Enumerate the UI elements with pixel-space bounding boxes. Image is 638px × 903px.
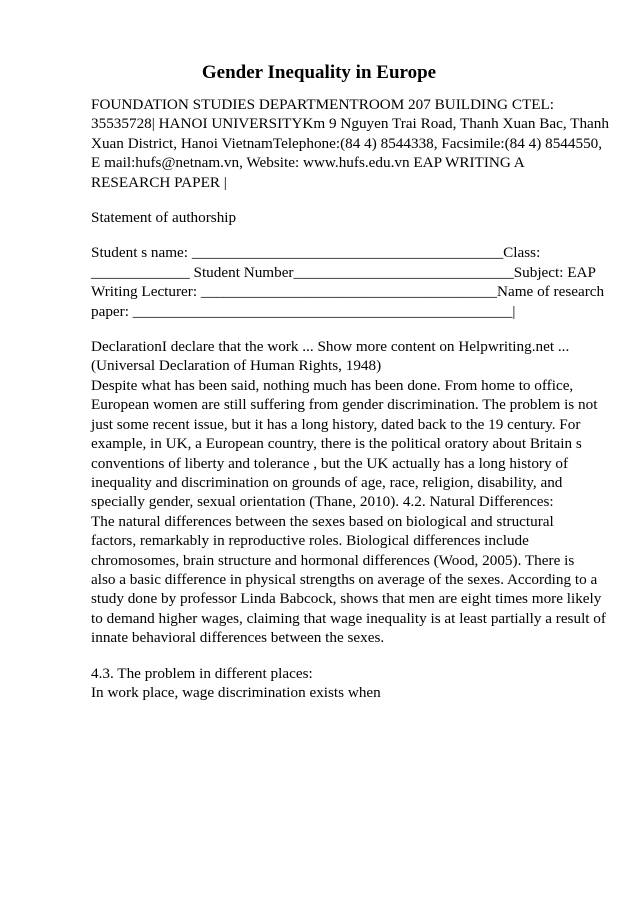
section-line: In work place, wage discrimination exists when [91, 683, 381, 701]
statement-heading: Statement of authorship [91, 209, 237, 227]
document-body [91, 95, 609, 702]
header-line: 35535728| HANOI UNIVERSITYKm 9 Nguyen Trai Road, Thanh Xuan Bac, Thanh [91, 115, 609, 133]
body-line: innate behavioral differences between the sexes. [91, 629, 385, 647]
header-line: FOUNDATION STUDIES DEPARTMENTROOM 207 BUILDING CTEL: [91, 96, 555, 113]
body-line: study done by professor Linda Babcock, shows that men are eight times more likely [91, 590, 602, 608]
body-line: factors, remarkably in reproductive roles. Biological differences include [91, 532, 529, 550]
header-line: RESEARCH PAPER | [91, 173, 227, 191]
body-line: also a basic difference in physical strengths on average of the sexes. According to a [91, 570, 598, 588]
form-line: Writing Lecturer: _______________________________________Name of research [91, 283, 605, 301]
section-heading: 4.3. The problem in different places: [91, 664, 313, 682]
body-line: (Universal Declaration of Human Rights, 1948) [91, 357, 382, 375]
header-line: Xuan District, Hanoi VietnamTelephone:(84 4) 8544338, Facsimile:(84 4) 8544550, [91, 134, 603, 152]
body-line: specially gender, sexual orientation (Thane, 2010). 4.2. Natural Differences: [91, 493, 554, 511]
header-block [91, 95, 609, 192]
form-line: paper: __________________________________________________| [91, 302, 516, 320]
header-line: E mail:hufs@netnam.vn, Website: www.hufs.edu.vn EAP WRITING A [91, 154, 525, 172]
body-line: The natural differences between the sexes based on biological and structural [91, 512, 554, 530]
body-line: example, in UK, a European country, there is the political oratory about Britain s [91, 435, 582, 453]
body-paragraph [91, 337, 606, 648]
body-line: Despite what has been said, nothing much has been done. From home to office, [91, 376, 574, 394]
body-line: European women are still suffering from gender discrimination. The problem is not [91, 396, 598, 414]
body-line: conventions of liberty and tolerance , but the UK actually has a long history of [91, 454, 569, 472]
form-line: _____________ Student Number_____________________________Subject: EAP [91, 263, 596, 281]
section-block [91, 664, 591, 703]
body-line: chromosomes, brain structure and hormonal differences (Wood, 2005). There is [91, 551, 575, 569]
body-line: DeclarationI declare that the work ... Show more content on Helpwriting.net ... [91, 338, 570, 356]
document-title: Gender Inequality in Europe [201, 62, 437, 83]
body-line: just some recent issue, but it has a long history, dated back to the 19 century. For [91, 415, 581, 433]
form-line: Student s name: _________________________________________Class: [91, 244, 541, 262]
authorship-form [91, 243, 605, 321]
body-line: to demand higher wages, claiming that wage inequality is at least partially a result of [91, 609, 606, 627]
body-line: inequality and discrimination on grounds of age, race, religion, disability, and [91, 473, 563, 491]
